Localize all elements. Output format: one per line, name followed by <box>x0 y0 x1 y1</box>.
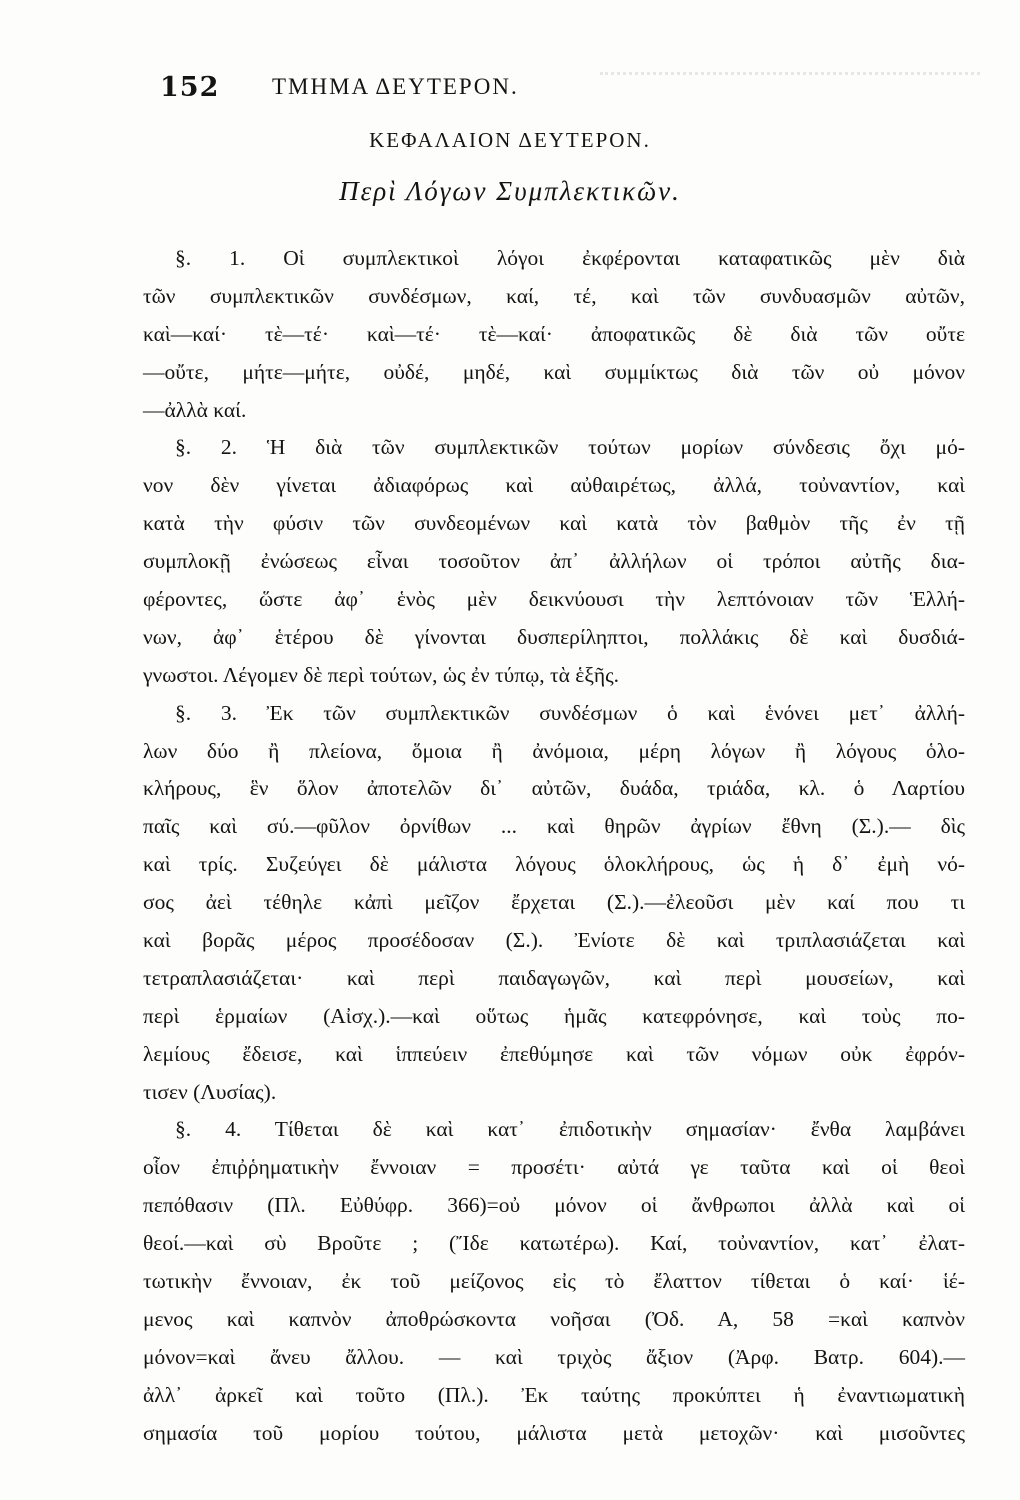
body-text <box>143 240 965 1453</box>
text-line: περὶ ἑρμαίων (Αἰσχ.).—καὶ οὕτως ἡμᾶς κατεφρόνησε, καὶ τοὺς πο- <box>143 1003 965 1028</box>
text-line: §. 4. Τίθεται δὲ καὶ κατ᾽ ἐπιδοτικὴν σημασίαν· ἔνθα λαμβάνει <box>175 1117 965 1142</box>
text-line: κλήρους, ἓν ὅλον ἀποτελῶν δι᾽ αὐτῶν, δυάδα, τριάδα, κλ. ὁ Λαρτίου <box>143 776 965 801</box>
text-line: θεοί.—καὶ σὺ Βροῦτε ; (Ἴδε κατωτέρω). Καί, τοὐναντίον, κατ᾽ ἐλατ- <box>143 1231 965 1256</box>
text-line: §. 1. Οἱ συμπλεκτικοὶ λόγοι ἐκφέρονται καταφατικῶς μὲν διὰ <box>175 246 965 270</box>
text-line: ἀλλ᾽ ἀρκεῖ καὶ τοῦτο (Πλ.). Ἐκ ταύτης προκύπτει ἡ ἐναντιωματικὴ <box>143 1382 965 1407</box>
text-line: συμπλοκῇ ἐνώσεως εἶναι τοσοῦτον ἀπ᾽ ἀλλήλων οἱ τρόποι αὐτῆς δια- <box>143 549 965 574</box>
text-line: σος ἀεὶ τέθηλε κἀπὶ μεῖζον ἔρχεται (Σ.).—ἐλεοῦσι μὲν καί που τι <box>143 890 965 915</box>
text-line: οἷον ἐπιῤῥηματικὴν ἔννοιαν = προσέτι· αὐτά γε ταῦτα καὶ οἱ θεοὶ <box>143 1155 965 1180</box>
running-head <box>160 72 860 106</box>
text-line: τισεν (Λυσίας). <box>143 1079 277 1104</box>
text-line: —ἀλλὰ καί. <box>143 397 247 422</box>
text-line: πεπόθασιν (Πλ. Εὐθύφρ. 366)=οὐ μόνον οἱ ἄνθρωποι ἀλλὰ καὶ οἱ <box>143 1193 965 1218</box>
text-line: παῖς καὶ σύ.—φῦλον ὀρνίθων ... καὶ θηρῶν ἀγρίων ἔθνη (Σ.).— δὶς <box>143 814 965 839</box>
text-line: κατὰ τὴν φύσιν τῶν συνδεομένων καὶ κατὰ τὸν βαθμὸν τῆς ἐν τῇ <box>143 511 965 536</box>
text-line: σημασία τοῦ μορίου τούτου, μάλιστα μετὰ μετοχῶν· καὶ μισοῦντες <box>143 1420 965 1445</box>
text-line: καὶ βορᾶς μέρος προσέδοσαν (Σ.). Ἐνίοτε δὲ καὶ τριπλασιάζεται καὶ <box>143 928 965 953</box>
text-line: νον δὲν γίνεται ἀδιαφόρως καὶ αὐθαιρέτως, ἀλλά, τοὐναντίον, καὶ <box>143 473 965 498</box>
text-line: §. 2. Ἡ διὰ τῶν συμπλεκτικῶν τούτων μορίων σύνδεσις ὄχι μό- <box>175 435 965 460</box>
text-line: καὶ τρίς. Συζεύγει δὲ μάλιστα λόγους ὁλοκλήρους, ὡς ἡ δ᾽ ἐμὴ νό- <box>143 852 965 877</box>
text-line: μενος καὶ καπνὸν ἀποθρώσκοντα νοῆσαι (Ὀδ. Α, 58 =καὶ καπνὸν <box>143 1306 965 1331</box>
text-line: καὶ—καί· τὲ—τέ· καὶ—τέ· τὲ—καί· ἀποφατικῶς δὲ διὰ τῶν οὔτε <box>143 321 965 346</box>
text-line: λεμίους ἔδεισε, καὶ ἱππεύειν ἐπεθύμησε καὶ τῶν νόμων οὐκ ἐφρόν- <box>143 1041 965 1066</box>
text-line: τωτικὴν ἔννοιαν, ἐκ τοῦ μείζονος εἰς τὸ ἔλαττον τίθεται ὁ καί· ἱέ- <box>143 1269 965 1294</box>
text-line: τῶν συμπλεκτικῶν συνδέσμων, καί, τέ, καὶ τῶν συνδυασμῶν αὐτῶν, <box>143 283 965 308</box>
text-line: —οὔτε, μήτε—μήτε, οὐδέ, μηδέ, καὶ συμμίκτως διὰ τῶν οὐ μόνον <box>143 359 965 384</box>
text-line: λων δύο ἢ πλείονα, ὅμοια ἢ ἀνόμοια, μέρη λόγων ἢ λόγους ὁλο- <box>143 738 965 763</box>
text-line: τετραπλασιάζεται· καὶ περὶ παιδαγωγῶν, καὶ περὶ μουσείων, καὶ <box>143 965 965 990</box>
text-line: μόνον=καὶ ἄνευ ἄλλου. — καὶ τριχὸς ἄξιον (Ἀρφ. Βατρ. 604).— <box>143 1344 965 1369</box>
text-line: γνωστοι. Λέγομεν δὲ περὶ τούτων, ὡς ἐν τύπῳ, τὰ ἑξῆς. <box>143 662 620 687</box>
chapter-subtitle: Περὶ Λόγων Συμπλεκτικῶν. <box>339 176 681 206</box>
text-line: §. 3. Ἐκ τῶν συμπλεκτικῶν συνδέσμων ὁ καὶ ἑνόνει μετ᾽ ἀλλή- <box>175 700 965 725</box>
text-line: νων, ἀφ᾽ ἑτέρου δὲ γίνονται δυσπερίληπτοι, πολλάκις δὲ καὶ δυσδιά- <box>143 624 965 649</box>
page-number: 152 <box>160 72 220 103</box>
text-line: φέροντες, ὥστε ἀφ᾽ ἑνὸς μὲν δεικνύουσι τὴν λεπτόνοιαν τῶν Ἑλλή- <box>143 587 965 612</box>
chapter-title: ΚΕΦΑΛΑΙΟΝ ΔΕΥΤΕΡΟΝ. <box>369 128 651 152</box>
section-title: ΤΜΗΜΑ ΔΕΥΤΕΡΟΝ. <box>272 74 519 99</box>
